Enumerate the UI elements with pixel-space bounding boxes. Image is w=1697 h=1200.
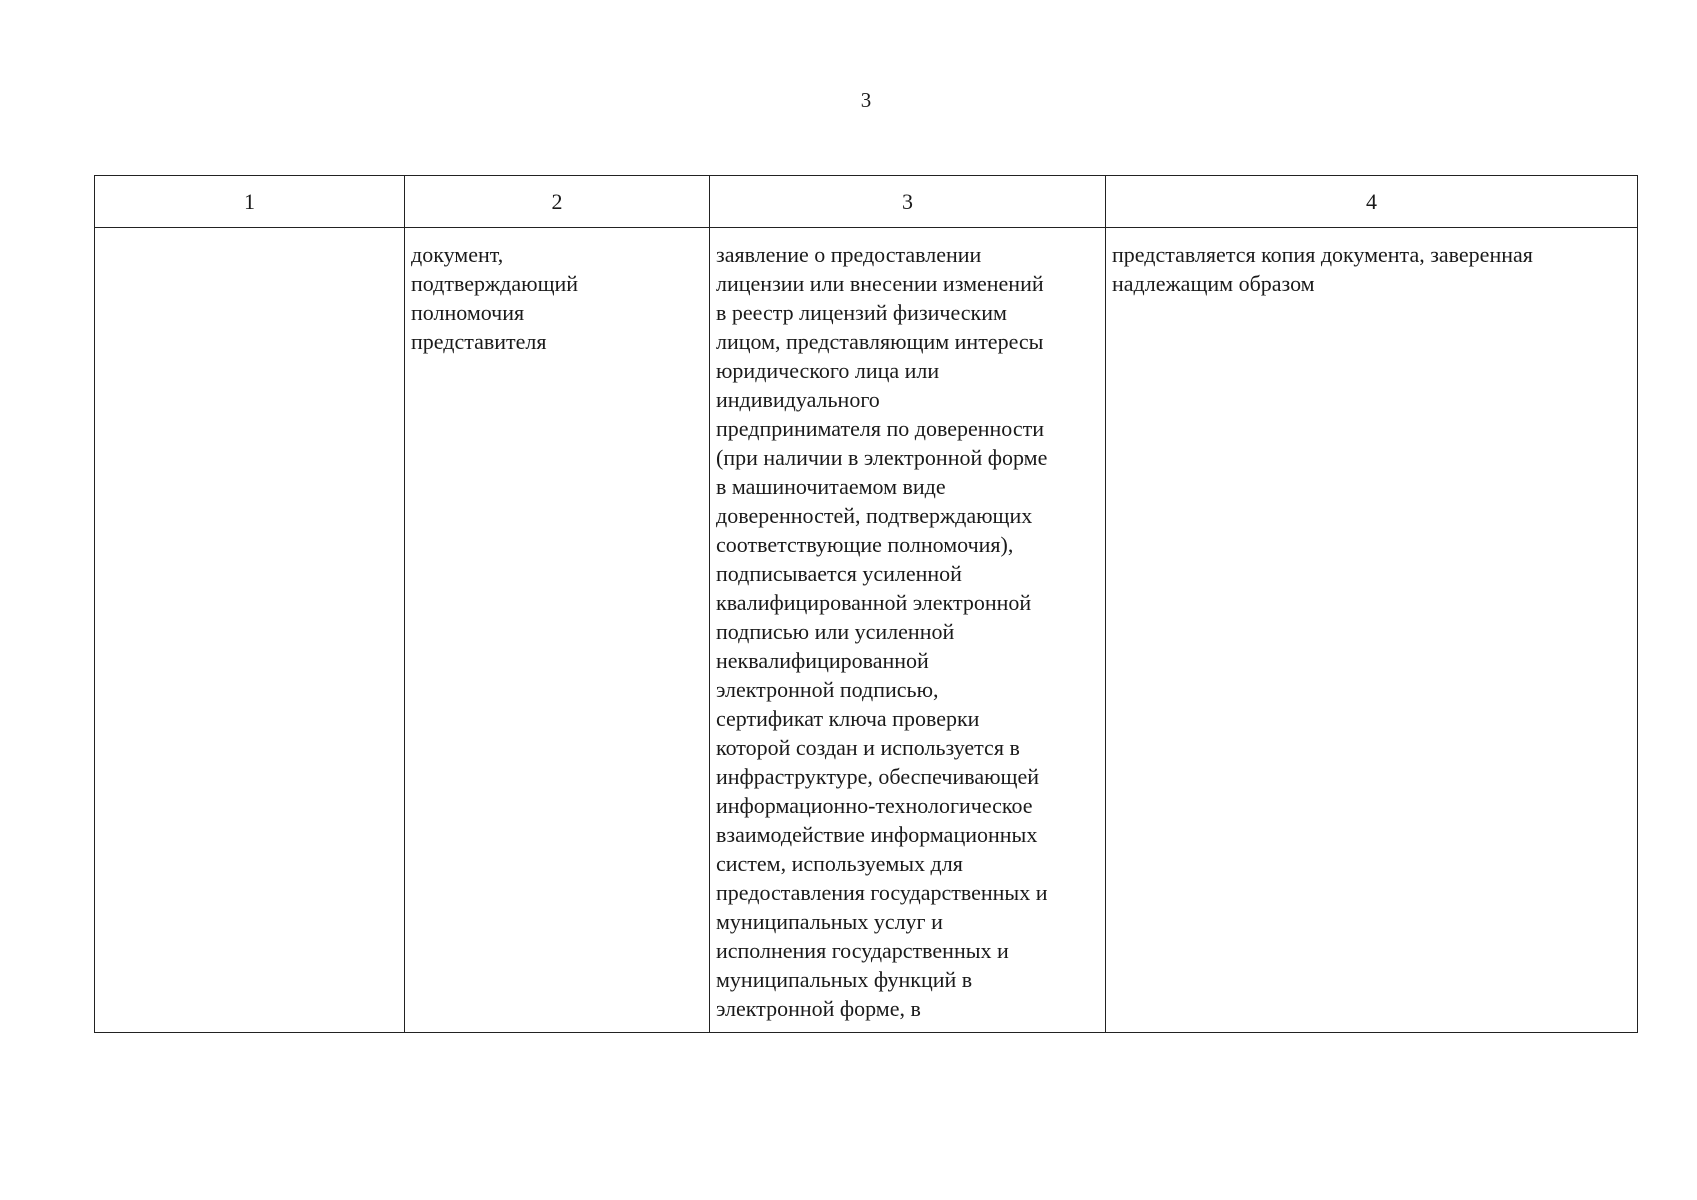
column-header-4: 4 <box>1106 176 1638 228</box>
cell-col4 <box>1106 228 1638 1033</box>
cell-col1 <box>95 228 405 1033</box>
column-header-1: 1 <box>95 176 405 228</box>
cell-col3-text: заявление о предоставлении лицензии или внесении изменений в реестр лицензий физическим лицом, представляющим интересы юридического лица или индивидуального предпринимателя по доверенности (при наличии в электронной форме в машиночитаемом виде доверенностей, подтверждающих соответствующие полномочия), подписывается усиленной квалифицированной электронной подписью или усиленной неквалифицированной электронной подписью, сертификат ключа проверки которой создан и используется в инфраструктуре, обеспечивающей информационно-технологическое взаимодействие информационных систем, используемых для предоставления государственных и муниципальных услуг и исполнения государственных и муниципальных функций в электронной форме, в <box>716 242 1048 1021</box>
cell-col2 <box>405 228 710 1033</box>
table-header-row <box>95 176 1638 228</box>
cell-col3 <box>710 228 1106 1033</box>
column-header-3: 3 <box>710 176 1106 228</box>
table-row <box>95 228 1638 1033</box>
document-table <box>94 175 1638 1033</box>
cell-col4-text: представляется копия документа, заверенная надлежащим образом <box>1112 242 1533 296</box>
column-header-2: 2 <box>405 176 710 228</box>
page-number: 3 <box>860 88 872 112</box>
cell-col2-text: документ, подтверждающий полномочия представителя <box>411 242 579 354</box>
